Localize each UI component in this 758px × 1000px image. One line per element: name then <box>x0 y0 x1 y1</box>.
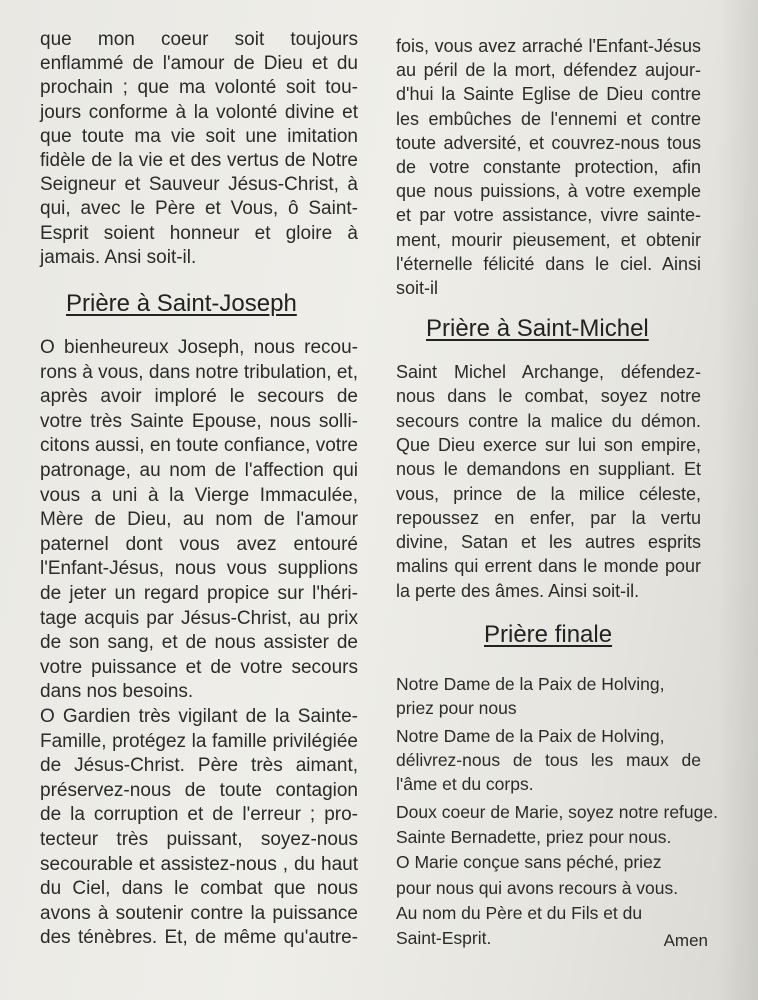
joseph-prayer-line: citons aussi, en toute confiance, votre <box>40 435 358 457</box>
michel-prayer-line: secours contre la malice du démon. <box>396 410 701 431</box>
joseph-prayer-line: l'Enfant-Jésus, nous vous supplions <box>40 558 358 580</box>
michel-prayer-line: vous, prince de la milice céleste, <box>396 483 701 504</box>
joseph-prayer-line: secourable et assistez-nous , du haut <box>40 853 358 875</box>
joseph-prayer-line: avons à soutenir contre la puissance <box>40 902 358 924</box>
intro-paragraph-line: Esprit soient honneur et gloire à <box>40 222 358 244</box>
joseph-prayer-line: votre très Sainte Epouse, nous solli- <box>40 410 358 432</box>
joseph-prayer-continued-line: les embûches de l'ennemi et contre <box>396 108 701 129</box>
joseph-prayer-continued-line: l'éternelle félicité dans le ciel. Ainsi <box>396 253 701 274</box>
intro-paragraph-line: enflammé de l'amour de Dieu et du <box>40 53 358 75</box>
heading-priere-finale: Prière finale <box>484 621 613 648</box>
michel-prayer-line: la perte des âmes. Ainsi soit-il. <box>396 580 640 601</box>
joseph-prayer-line: tecteur très puissant, soyez-nous <box>40 829 358 850</box>
joseph-prayer-line: dans nos besoins. <box>40 681 194 703</box>
joseph-prayer-continued-line: d'hui la Sainte Eglise de Dieu contre <box>396 84 701 105</box>
joseph-prayer-line: vous a uni à la Vierge Immaculée, <box>40 484 358 506</box>
intro-paragraph-line: jamais. Ansi soit-il. <box>40 246 197 268</box>
michel-prayer-line: nous le demandons en suppliant. Et <box>396 459 701 480</box>
joseph-prayer-continued-line: de votre constante protection, afin <box>396 157 701 177</box>
finale-prayer-line: Notre Dame de la Paix de Holving, <box>396 674 665 694</box>
joseph-prayer-line: de la corruption et de l'erreur ; pro- <box>40 804 358 826</box>
intro-paragraph-line: qui, avec le Père et Vous, ô Saint- <box>40 198 358 220</box>
joseph-prayer-line: de son sang, et de nous assister de <box>40 632 358 654</box>
joseph-prayer-line: patronage, au nom de l'affection qui <box>40 460 358 481</box>
heading-saint-michel: Prière à Saint-Michel <box>426 315 649 342</box>
joseph-prayer-line: O bienheureux Joseph, nous recou- <box>40 337 358 358</box>
joseph-prayer-line: après avoir imploré le secours de <box>40 386 358 408</box>
intro-paragraph-line: fidèle de la vie et des vertus de Notre <box>40 150 358 171</box>
finale-prayer-line: pour nous qui avons recours à vous. <box>396 878 679 898</box>
michel-prayer-line: Que Dieu exerce sur lui son empire, <box>396 434 701 455</box>
joseph-prayer-line: Famille, protégez la famille privilégiée <box>40 730 358 752</box>
joseph-prayer-continued-line: que nous puissions, à votre exemple <box>396 181 701 202</box>
joseph-prayer-line: préservez-nous de toute contagion <box>40 779 358 801</box>
joseph-prayer-continued-line: soit-il <box>396 278 439 298</box>
finale-prayer-line: délivrez-nous de tous les maux de <box>396 750 701 770</box>
michel-prayer-line: divine, Satan et les autres esprits <box>396 532 701 553</box>
joseph-prayer-continued-line: et par votre assistance, vivre sainte- <box>396 205 701 226</box>
joseph-prayer-line: votre puissance et de votre secours <box>40 656 358 678</box>
joseph-prayer-line: du Ciel, dans le combat que nous <box>40 878 358 900</box>
joseph-prayer-line: Mère de Dieu, au nom de l'amour <box>40 509 358 531</box>
joseph-prayer-continued-line: fois, vous avez arraché l'Enfant-Jésus <box>396 36 701 56</box>
finale-prayer-line: O Marie conçue sans péché, priez <box>396 852 662 872</box>
joseph-prayer-continued-line: toute adversité, et couvrez-nous tous <box>396 132 701 153</box>
heading-saint-joseph: Prière à Saint-Joseph <box>66 290 297 317</box>
amen-text: Amen <box>663 931 708 950</box>
intro-paragraph-line: Seigneur et Sauveur Jésus-Christ, à <box>40 174 358 196</box>
finale-prayer-line: Sainte Bernadette, priez pour nous. <box>396 827 672 847</box>
michel-prayer-line: nous dans le combat, soyez notre <box>396 386 701 407</box>
page-shadow-edge <box>718 0 758 1000</box>
finale-prayer-line: priez pour nous <box>396 698 517 718</box>
intro-paragraph-line: que toute ma vie soit une imitation <box>40 125 358 147</box>
michel-prayer-line: malins qui errent dans le monde pour <box>396 556 701 577</box>
finale-prayer-line: Notre Dame de la Paix de Holving, <box>396 726 665 746</box>
finale-prayer-line: l'âme et du corps. <box>396 774 534 794</box>
michel-prayer-line: repoussez en enfer, par la vertu <box>396 507 701 528</box>
joseph-prayer-continued-line: ment, mourir pieusement, et obtenir <box>396 229 701 250</box>
finale-prayer-line: Saint-Esprit. <box>396 928 492 948</box>
finale-prayer-line: Au nom du Père et du Fils et du <box>396 903 643 923</box>
joseph-prayer-line: des ténèbres. Et, de même qu'autre- <box>40 927 358 949</box>
joseph-prayer-continued-line: au péril de la mort, défendez aujour- <box>396 60 701 81</box>
michel-prayer-line: Saint Michel Archange, défendez- <box>396 362 701 382</box>
joseph-prayer-line: paternel dont vous avez entouré <box>40 533 358 555</box>
joseph-prayer-line: de Jésus-Christ. Père très aimant, <box>40 755 358 777</box>
joseph-prayer-line: rons à vous, dans notre tribulation, et, <box>40 361 358 383</box>
joseph-prayer-line: de jeter un regard propice sur l'héri- <box>40 583 358 604</box>
joseph-prayer-line: O Gardien très vigilant de la Sainte- <box>40 706 358 727</box>
intro-paragraph-line: que mon coeur soit toujours <box>40 29 358 50</box>
intro-paragraph-line: prochain ; que ma volonté soit tou- <box>40 77 358 99</box>
finale-prayer-line: Doux coeur de Marie, soyez notre refuge. <box>396 802 718 822</box>
joseph-prayer-line: tage acquis par Jésus-Christ, au prix <box>40 607 358 629</box>
intro-paragraph-line: jours conforme à la volonté divine et <box>40 101 358 123</box>
